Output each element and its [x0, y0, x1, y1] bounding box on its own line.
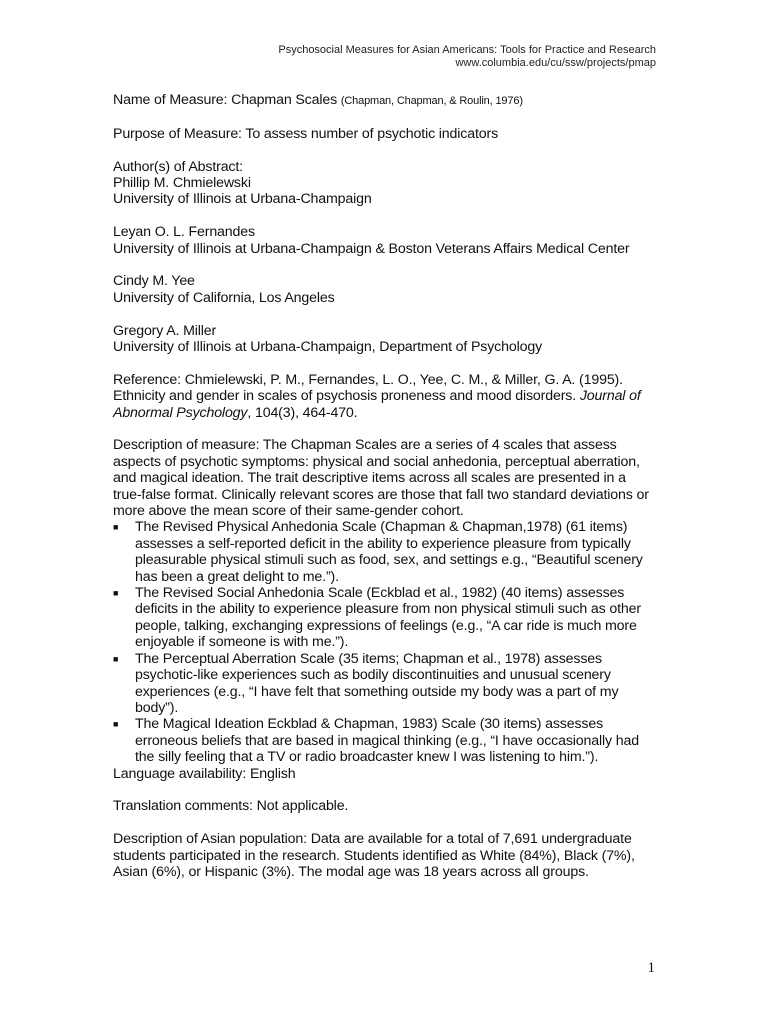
author-affiliation: University of California, Los Angeles: [113, 289, 335, 306]
list-item-text: The Revised Social Anhedonia Scale (Eckblad et al., 1982) (40 items) assesses deficits in the ability to experience pleasure from non physical stimuli such as other people, talking, exchanging expressions of feelings (e.g., “A car ride is much more enjoyable if someone is with me.”).: [135, 585, 641, 651]
reference-journal: Journal of Abnormal Psychology: [113, 388, 641, 421]
page-header: [278, 44, 656, 69]
author-affiliation: University of Illinois at Urbana-Champaign, Department of Psychology: [113, 339, 543, 356]
bullet-icon: ■: [113, 522, 119, 533]
header-url[interactable]: www.columbia.edu/cu/ssw/projects/pmap: [455, 56, 656, 69]
scale-list: [113, 519, 658, 765]
reference-tail: , 104(3), 464-470.: [247, 404, 358, 421]
author-affiliation: University of Illinois at Urbana-Champaign: [113, 191, 372, 208]
measure-purpose: Purpose of Measure: To assess number of psychotic indicators: [113, 125, 499, 142]
list-item: [113, 585, 658, 651]
list-item: [113, 716, 658, 765]
reference: [113, 372, 658, 421]
bullet-icon: ■: [113, 653, 119, 664]
author-name: Phillip M. Chmielewski: [113, 175, 251, 191]
list-item-text: The Revised Physical Anhedonia Scale (Chapman & Chapman,1978) (61 items) assesses a self-reported deficit in the ability to experience pleasure from typically pleasurable physical stimuli such as food, sex, and settings e.g., “Beautiful scenery has been a great delight to me.”).: [135, 519, 643, 585]
measure-description: [113, 437, 658, 765]
header-title: Psychosocial Measures for Asian Americans: Tools for Practice and Research: [278, 44, 656, 56]
description-intro: Description of measure: The Chapman Scales are a series of 4 scales that assess aspects of psychotic symptoms: physical and social anhedonia, perceptual aberration, and magical ideation. The trait descriptive items across all scales are presented in a true-false format. Clinically relevant scores are those that fall two standard deviations or more above the mean score of their same-gender cohort.: [113, 437, 649, 520]
measure-name-label: Name of Measure: Chapman Scales: [113, 92, 338, 108]
author-block-2: [113, 224, 658, 257]
author-block-1: [113, 159, 658, 208]
author-name: Leyan O. L. Fernandes: [113, 224, 255, 241]
list-item: [113, 651, 658, 717]
list-item-text: The Perceptual Aberration Scale (35 items; Chapman et al., 1978) assesses psychotic-like experiences such as bodily discontinuities and unusual scenery experiences (e.g., “I have felt that something outside my body was a part of my body”).: [135, 650, 619, 716]
list-item: [113, 519, 658, 585]
reference-text: Reference: Chmielewski, P. M., Fernandes, L. O., Yee, C. M., & Miller, G. A. (1995). Ethnicity and gender in scales of psychosis proneness and mood disorders.: [113, 371, 623, 405]
bullet-icon: ■: [113, 719, 119, 730]
author-name: Gregory A. Miller: [113, 322, 217, 339]
bullet-icon: ■: [113, 588, 119, 599]
author-affiliation: University of Illinois at Urbana-Champaign & Boston Veterans Affairs Medical Center: [113, 240, 630, 257]
measure-name-citation: (Chapman, Chapman, & Roulin, 1976): [340, 95, 523, 107]
translation-comments: Translation comments: Not applicable.: [113, 798, 349, 815]
asian-population-description: Description of Asian population: Data are available for a total of 7,691 undergraduate students participated in the research. Students identified as White (84%), Black (7%), Asian (6%), or Hispanic (3%). The modal age was 18 years across all groups.: [113, 831, 635, 880]
page-number: 1: [647, 960, 655, 976]
author-block-4: [113, 323, 658, 356]
authors-heading: Author(s) of Abstract:: [113, 158, 243, 175]
measure-name: [113, 92, 658, 109]
list-item-text: The Magical Ideation Eckblad & Chapman, 1983) Scale (30 items) assesses erroneous beliefs that are based in magical thinking (e.g., “I have occasionally had the silly feeling that a TV or radio broadcaster knew I was listening to him.”).: [135, 716, 639, 766]
language-availability: Language availability: English: [113, 765, 296, 782]
author-name: Cindy M. Yee: [113, 273, 195, 290]
author-block-3: [113, 273, 658, 306]
document-body: [113, 92, 658, 897]
